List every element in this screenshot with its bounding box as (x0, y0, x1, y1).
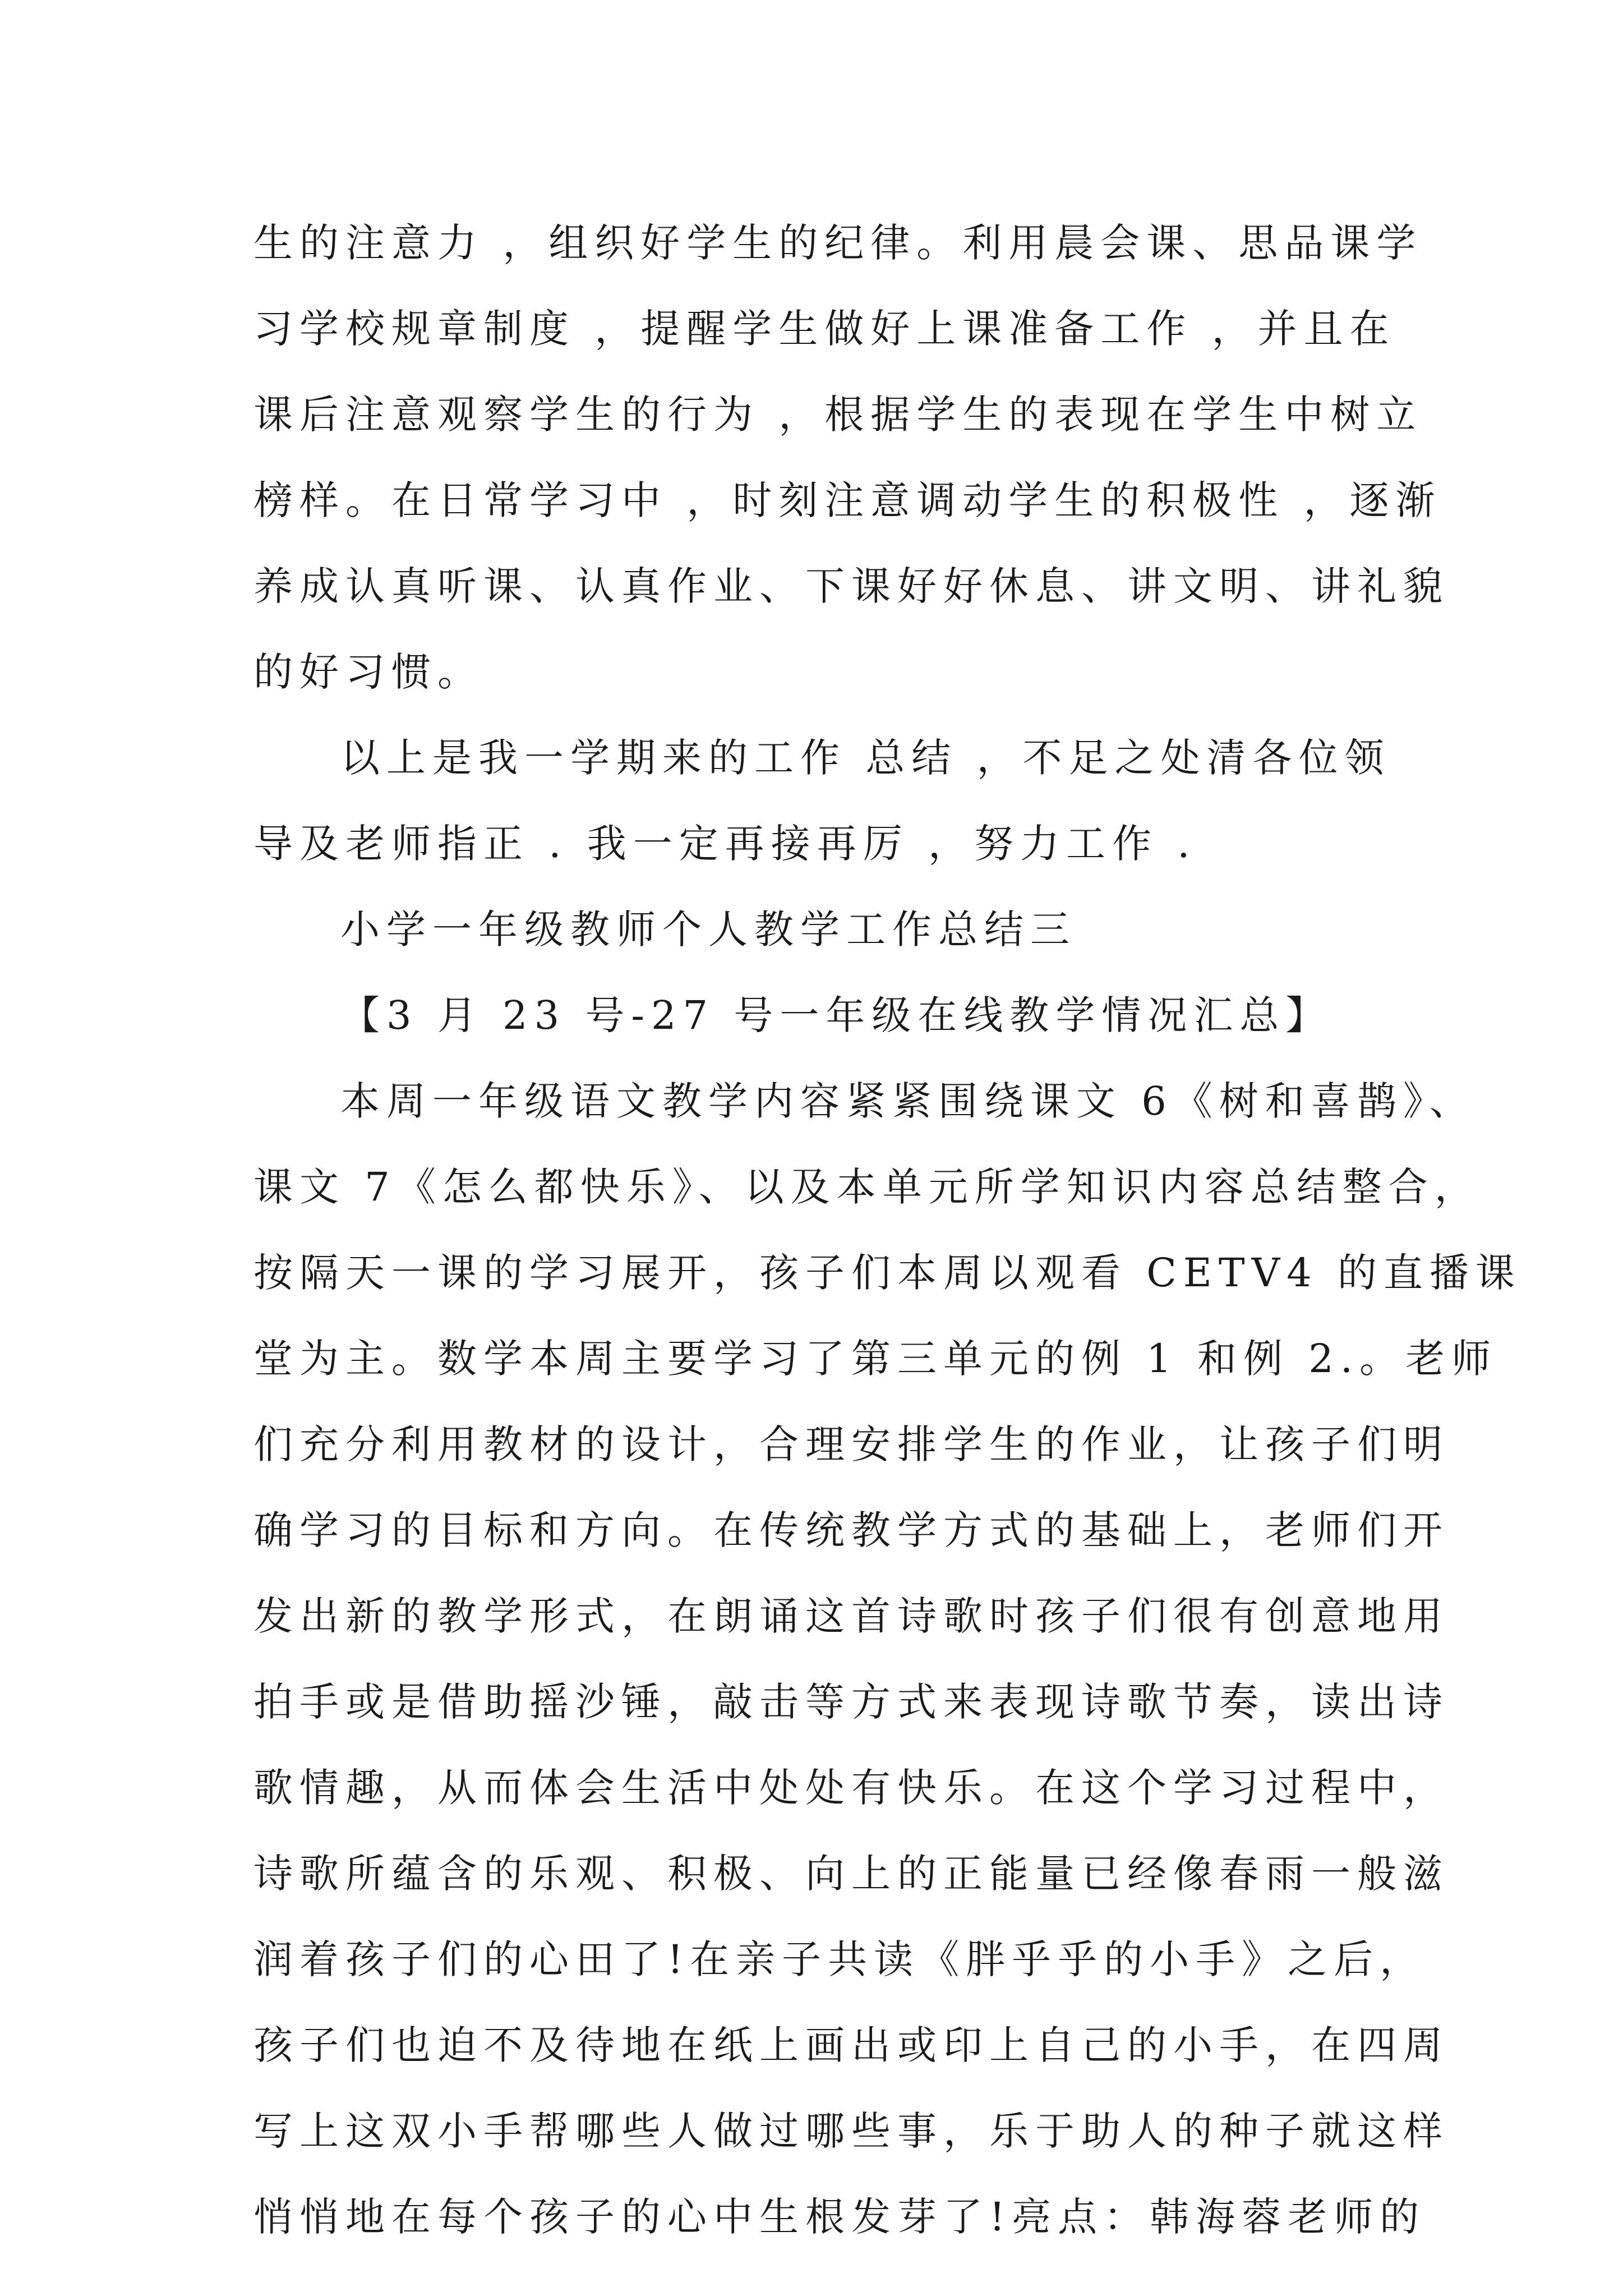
text-line: 本周一年级语文教学内容紧紧围绕课文 6《树和喜鹊》、 (340, 1078, 1476, 1124)
text-line: 们充分利用教材的设计，合理安排学生的作业，让孩子们明 (253, 1421, 1449, 1467)
text-line: 润着孩子们的心田了!在亲子共读《胖乎乎的小手》之后， (253, 1936, 1426, 1982)
text-line: 孩子们也迫不及待地在纸上画出或印上自己的小手，在四周 (253, 2022, 1449, 2068)
text-line: 养成认真听课、认真作业、下课好好休息、讲文明、讲礼貌 (253, 563, 1449, 609)
text-line: 按隔天一课的学习展开，孩子们本周以观看 CETV4 的直播课 (253, 1250, 1521, 1296)
text-line: 导及老师指正 . 我一定再接再厉 ，努力工作 . (253, 821, 1197, 867)
text-line: 以上是我一学期来的工作 总结 ，不足之处清各位领 (340, 735, 1391, 781)
text-line: 课后注意观察学生的行为 ，根据学生的表现在学生中树立 (253, 392, 1423, 438)
text-line: 悄悄地在每个孩子的心中生根发芽了!亮点：韩海蓉老师的 (253, 2194, 1426, 2240)
text-line: 确学习的目标和方向。在传统教学方式的基础上，老师们开 (253, 1507, 1449, 1553)
text-line: 课文 7《怎么都快乐》、以及本单元所学知识内容总结整合， (253, 1164, 1481, 1210)
text-line: 榜样。在日常学习中 ，时刻注意调动学生的积极性 ，逐渐 (253, 477, 1442, 523)
text-line: 诗歌所蕴含的乐观、积极、向上的正能量已经像春雨一般滋 (253, 1851, 1449, 1897)
text-line: 的好习惯。 (253, 649, 483, 695)
text-line: 堂为主。数学本周主要学习了第三单元的例 1 和例 2.。老师 (253, 1336, 1498, 1382)
text-line: 发出新的教学形式，在朗诵这首诗歌时孩子们很有创意地用 (253, 1593, 1449, 1639)
text-line: 拍手或是借助摇沙锤，敲击等方式来表现诗歌节奏，读出诗 (253, 1679, 1449, 1725)
text-line: 歌情趣，从而体会生活中处处有快乐。在这个学习过程中， (253, 1765, 1449, 1811)
text-line: 写上这双小手帮哪些人做过哪些事，乐于助人的种子就这样 (253, 2108, 1449, 2154)
text-line: 习学校规章制度 ，提醒学生做好上课准备工作 ，并且在 (253, 306, 1396, 352)
section-subtitle: 【3 月 23 号-27 号一年级在线教学情况汇总】 (340, 992, 1332, 1038)
text-line: 生的注意力 ，组织好学生的纪律。利用晨会课、思品课学 (253, 220, 1423, 266)
section-title: 小学一年级教师个人教学工作总结三 (340, 907, 1076, 953)
